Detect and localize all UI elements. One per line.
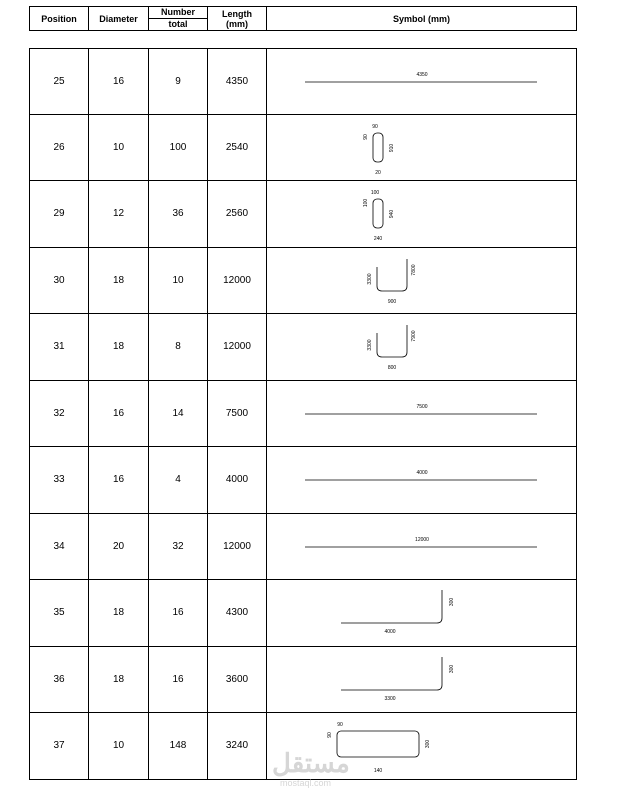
- cell-diameter: 10: [89, 115, 149, 181]
- stirrup-shape: [373, 133, 383, 162]
- table-row: [29, 647, 577, 714]
- dim-hook-side-label: 90: [327, 732, 333, 738]
- cell-position: 25: [30, 49, 89, 114]
- dim-height-label: 910: [389, 143, 395, 152]
- dim-hook-side-label: 100: [363, 198, 369, 208]
- dim-hook-side-label: 90: [363, 133, 369, 140]
- bar-shape-drawing: [267, 647, 578, 713]
- cell-diameter: 10: [89, 713, 149, 779]
- cell-position: 30: [30, 248, 89, 314]
- cell-position: 32: [30, 381, 89, 447]
- cell-symbol: [267, 647, 576, 713]
- dim-hook-top-label: 90: [372, 123, 378, 130]
- cell-length: 2540: [208, 115, 267, 181]
- cell-length: 3240: [208, 713, 267, 779]
- dim-width-label: 140: [373, 768, 383, 774]
- table-row: [29, 48, 577, 115]
- cell-symbol: [267, 49, 576, 114]
- cell-length: 12000: [208, 248, 267, 314]
- dim-left-leg-label: 3300: [367, 339, 373, 351]
- cell-position: 37: [30, 713, 89, 779]
- table-header: [29, 6, 577, 31]
- cell-position: 26: [30, 115, 89, 181]
- cell-position: 33: [30, 447, 89, 513]
- cell-diameter: 20: [89, 514, 149, 580]
- cell-length: 4350: [208, 49, 267, 114]
- cell-length: 3600: [208, 647, 267, 713]
- l-bar-shape: [341, 590, 442, 623]
- cell-diameter: 12: [89, 181, 149, 247]
- cell-number: 36: [149, 181, 208, 247]
- cell-length: 7500: [208, 381, 267, 447]
- dim-leg-label: 300: [449, 664, 455, 673]
- cell-position: 36: [30, 647, 89, 713]
- dim-base-label: 900: [387, 298, 397, 305]
- bar-shape-drawing: [267, 514, 578, 580]
- bar-shape-drawing: [267, 49, 578, 115]
- dim-base-label: 800: [387, 365, 397, 371]
- bar-shape-drawing: [267, 381, 578, 447]
- bar-shape-drawing: [267, 580, 578, 646]
- watermark-arabic: مستقل: [272, 748, 350, 778]
- dim-height-label: 940: [389, 209, 395, 219]
- dim-left-leg-label: 3300: [367, 272, 373, 285]
- dim-base-label: 4000: [384, 629, 396, 635]
- cell-number: 148: [149, 713, 208, 779]
- cell-number: 16: [149, 647, 208, 713]
- table-row: [29, 514, 577, 581]
- cell-number: 10: [149, 248, 208, 314]
- cell-length: 12000: [208, 314, 267, 380]
- dim-hook-top-label: 90: [337, 722, 343, 728]
- cell-symbol: [267, 514, 576, 580]
- cell-diameter: 16: [89, 381, 149, 447]
- dim-height-label: 300: [425, 739, 431, 749]
- dim-length-label: 7500: [416, 403, 428, 410]
- cell-symbol: [267, 381, 576, 447]
- header-position: Position: [30, 7, 89, 30]
- table-row: [29, 248, 577, 315]
- table-row: [29, 181, 577, 248]
- cell-number: 9: [149, 49, 208, 114]
- cell-position: 31: [30, 314, 89, 380]
- cell-length: 4300: [208, 580, 267, 646]
- table-row: [29, 115, 577, 182]
- header-diameter: Diameter: [89, 7, 149, 30]
- cell-number: 100: [149, 115, 208, 181]
- cell-length: 12000: [208, 514, 267, 580]
- cell-number: 4: [149, 447, 208, 513]
- cell-number: 32: [149, 514, 208, 580]
- bar-shape-drawing: [267, 181, 578, 247]
- cell-length: 4000: [208, 447, 267, 513]
- table-row: [29, 447, 577, 514]
- cell-diameter: 18: [89, 248, 149, 314]
- table-row: [29, 314, 577, 381]
- u-bar-shape: [377, 325, 407, 357]
- header-number-bottom: total: [168, 19, 188, 30]
- u-bar-shape: [377, 259, 407, 291]
- cell-diameter: 16: [89, 447, 149, 513]
- cell-position: 35: [30, 580, 89, 646]
- cell-diameter: 18: [89, 580, 149, 646]
- header-length: Length (mm): [208, 7, 267, 30]
- cell-symbol: [267, 447, 576, 513]
- cell-symbol: [267, 580, 576, 646]
- header-number: [149, 7, 208, 30]
- bar-shape-drawing: [267, 447, 578, 513]
- table-body: [29, 48, 577, 780]
- cell-diameter: 16: [89, 49, 149, 114]
- dim-right-leg-label: 7900: [411, 330, 417, 342]
- header-number-top: Number: [149, 7, 207, 19]
- cell-symbol: [267, 181, 576, 247]
- dim-length-label: 4350: [416, 72, 428, 78]
- l-bar-shape: [341, 657, 442, 690]
- bar-shape-drawing: [267, 314, 578, 380]
- dim-width-label: 240: [373, 236, 383, 242]
- cell-diameter: 18: [89, 647, 149, 713]
- cell-symbol: [267, 314, 576, 380]
- dim-width-label: 20: [375, 169, 381, 176]
- cell-number: 16: [149, 580, 208, 646]
- cell-length: 2560: [208, 181, 267, 247]
- bar-shape-drawing: [267, 248, 578, 314]
- table-row: [29, 381, 577, 448]
- dim-base-label: 3300: [384, 695, 396, 702]
- dim-leg-label: 300: [449, 597, 455, 607]
- cell-symbol: [267, 248, 576, 314]
- cell-position: 29: [30, 181, 89, 247]
- dim-right-leg-label: 7800: [411, 263, 417, 276]
- dim-length-label: 12000: [415, 536, 429, 543]
- cell-number: 14: [149, 381, 208, 447]
- cell-diameter: 18: [89, 314, 149, 380]
- dim-length-label: 4000: [416, 470, 428, 476]
- table-row: [29, 580, 577, 647]
- dim-hook-top-label: 100: [370, 190, 380, 196]
- cell-number: 8: [149, 314, 208, 380]
- header-symbol: Symbol (mm): [392, 13, 450, 24]
- watermark-latin: mostaql.com: [280, 778, 332, 788]
- bar-shape-drawing: [267, 115, 578, 181]
- cell-position: 34: [30, 514, 89, 580]
- cell-symbol: [267, 115, 576, 181]
- stirrup-shape: [373, 199, 383, 228]
